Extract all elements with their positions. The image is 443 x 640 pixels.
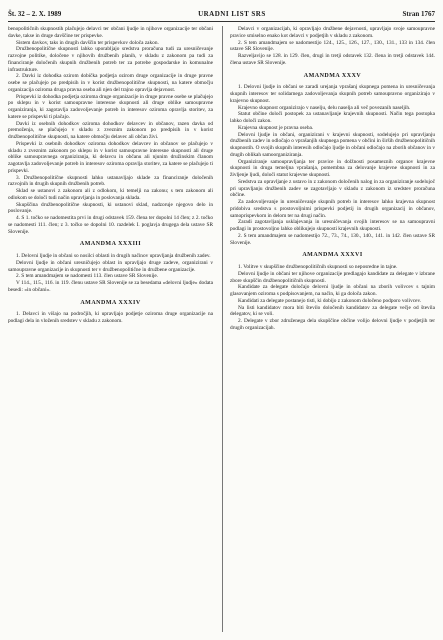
- paragraph: 2. S tem amandmajem se nadomestijo 72., 73., 74., 130., 140., 141. in 142. člen ustave SR Slovenije.: [230, 232, 435, 246]
- amendment-heading: AMANDMA XXXV: [303, 72, 362, 79]
- paragraph: 1. Delovni ljudje in občani so nosilci oblasti in drugih načinov upravljanja družbenih zadev.: [16, 253, 211, 259]
- paragraph: Krajevna skupnost je pravna oseba.: [238, 124, 314, 131]
- paragraph: 1. Delovni ljudje in občani se zaradi urejanja vprašanj skupnega pomena in uresničevanja skupnih interesov ter solidarnega zadovoljevanja skupnih potreb samoupravno organizirajo v krajevno skupnost.: [230, 84, 435, 104]
- right-column: [230, 26, 435, 634]
- paragraph: Kandidate za delegate določajo delovni ljudje in občani na zborih volivcev s tajnim glasovanjem oziroma s podpisovanjem, na način, ki ga določa zakon.: [230, 284, 435, 297]
- page-header: [8, 8, 435, 20]
- column-divider: [222, 26, 223, 632]
- amendment-heading: AMANDMA XXXIV: [80, 299, 141, 306]
- header-rule: [8, 21, 435, 22]
- paragraph: Organiziranje samoupravljanja ter pravice in dolžnosti posameznih organov krajevne skupnosti in druga temeljna vprašanja, pomembna za delovanje krajevne skupnosti in za življenje ljudi, določi statut krajevne skupnosti.: [230, 158, 435, 178]
- paragraph: Sistem davkov, taks in drugih davščin ter prispevkov določa zakon.: [16, 39, 159, 46]
- paragraph: Prispevki iz osebnih dohodkov oziroma dohodkov delavcev in občanov se plačujejo v skladu z zveznim zakonom po sklepu in v korist samoupravne interesne skupnosti ali druge oblike samoupravnega organiziranja, ki delavcu in občanu ali njunim družinskim članom zagotavlja zadovoljevanje potreb in interesov oziroma opravlja storitev, za katere se plačujejo ti prispevki.: [8, 140, 213, 174]
- left-column: [8, 26, 213, 634]
- paragraph: Delavci v organizacijah, ki opravljajo družbene dejavnosti, upravljajo svoje samoupravne pravice smiselno enako kot delavci v podjetjih v skladu z zakonom.: [230, 26, 435, 39]
- paragraph: V 114., 115., 116. in 119. členu ustave SR Slovenije se za besedama »delovni ljudje« dodata besedi: »in občani«.: [8, 280, 213, 293]
- paragraph: Na listi kandidatov mora biti število določenih kandidatov za delegate večje od števila delegatov, ki se voli.: [230, 304, 435, 318]
- paragraph: Delovni ljudje in občani, organizirani v krajevni skupnosti, sodelujejo pri upravljanju družbenih zadev in odločajo o vprašanjih skupnega pomena v občini in širših družbenopolitičnih skupnostih. O svojih skupnih interesih odločajo ljudje in občani odločajo na zborih občanov in v drugih oblikah samoorganiziranja.: [230, 131, 435, 158]
- paragraph: Krajevno skupnost organizirajo v naselju, delu naselja ali več povezanih naseljih.: [238, 104, 411, 111]
- amendment-heading: AMANDMA XXXVI: [302, 252, 363, 259]
- page-number: Stran 1767: [402, 10, 435, 18]
- paragraph: Sklad se ustanovi z zakonom ali z odlokom, ki temelji na zakonu; s tem zakonom ali odlokom se določi tudi način upravljanja in poslovanja sklada.: [8, 188, 213, 201]
- paragraph: Razveljavijo se 128. in 129. člen, drugi in tretji odstavek 132. člena in tretji odstavek 144. člena ustave SR Slovenije.: [230, 53, 435, 66]
- paragraph: 2. S tem amandmajem se nadomesti 113. člen ustave SR Slovenije.: [16, 273, 159, 280]
- paragraph: Delovni ljudje in občani ter njihove organizacije predlagajo kandidate za delegate v izbrane zbore skupščin družbenopolitičnih skupnosti.: [230, 270, 435, 284]
- paragraph: Sredstva za opravljanje z ustavo in z zakonom določenih nalog in za organiziranje sodelujoč pri upravljanju družbenih zadev se zagotavljajo v skladu z zakonom iz sredstev proračuna občine.: [230, 178, 435, 199]
- issue-number: Št. 32 – 2. X. 1989: [8, 10, 62, 18]
- paragraph: Kandidati za delegate postanejo tisti, ki dobijo z zakonom določeno podporo volivcev.: [238, 297, 422, 304]
- paragraph: 4. S 1. točko se nadomestita prvi in drugi odstavek 159. člena ter dopolni 14 člen; z 2. točko se nadomesti 111. člen; z 3. točko se dopolni 10. razdelek I. poglavja drugega dela ustave SR Slovenije.: [8, 215, 213, 235]
- paragraph: Davki iz osebnih dohodkov oziroma dohodkov delavcev in občanov, razen davka od premoženja, se plačujejo v skladu z zveznim zakonom po predpisih in v korist družbenopolitične skupnosti, na katere območju delavec ali občan živi.: [8, 120, 213, 140]
- paragraph: 2. S tem amandmajem se nadomestijo 124., 125., 126., 127., 130., 131., 133 in 134. člen ustave SR Slovenije.: [230, 39, 435, 53]
- paragraph: 2. Delegate v zbor združenega dela skupščine občine volijo delovni ljudje v podjetjih ter drugih organizacijah.: [230, 318, 435, 331]
- paragraph: Zaradi zagotavljanja usklajevanja in uresničevanja svojih interesov se na samoupravni podlagi in prostovoljno lahko oblikujejo skupnosti krajevnih skupnosti.: [230, 219, 435, 232]
- paragraph: benopolitičnih skupnostih plačujejo delavci ter občani ljudje in njihove organizacije ter občani davke, takse in druge davščine ter prispevke.: [8, 26, 213, 39]
- paragraph: 3. Družbenopolitične skupnosti lahko ustanavljajo sklade za financiranje določenih razvojnih in drugih skupnih družbenih potreb.: [8, 174, 213, 188]
- paragraph: Za zadovoljevanje in uresničevanje skupnih potreb in interesov lahko krajevna skupnost pridobiva sredstva s prostovoljnimi prispevki podjetij in drugih organizacij in občanov, samoprispevkom in delom ter na drugi način.: [230, 199, 435, 219]
- publication-title: URADNI LIST SRS: [198, 10, 266, 18]
- paragraph: Skupščina družbenopolitične skupnosti, ki ustanovi sklad, nadzoruje njegovo delo in poslovanje.: [8, 201, 213, 215]
- amendment-heading: AMANDMA XXXIII: [79, 241, 142, 248]
- paragraph: Delovni ljudje in občani uresničujejo oblast in upravljajo druge zadeve, organizirani v samoupravne organizacije in skupnosti ter v družbenopolitične in družbene organizacije.: [8, 259, 213, 273]
- paragraph: Družbenopolitične skupnosti lahko uporabljajo sredstva proračuna tudi za uresničevanje razvojne politike, določene v njihovih družbenih planih, v skladu z zakonom pa tudi za financiranje določenih skupnih družbenih potreb ter za potrebe gospodarske in komunalne infrastrukture.: [8, 46, 213, 73]
- paragraph: Statut občine določi postopek za ustanavljanje krajevnih skupnosti. Način tega postopka lahko določi zakon.: [230, 111, 435, 124]
- paragraph: 1. Volitve v skupščine družbenopolitičnih skupnosti so neposredne in tajne.: [238, 264, 398, 270]
- paragraph: 2. Davki iz dohodka ozirom dobička podjetja ozirom druge organizacije in druge pravne osebe se plačujejo po predpisih in v korist družbenopolitične skupnosti, na katere območju organizacija oziroma druga pravna oseba ali njen del trajno opravlja dejavnost.: [8, 73, 213, 93]
- paragraph: 1. Delavci in višajo na področjih, ki upravljajo podjetje oziroma druge organizacije na podlagi dela in vloženih sredstev v skladu z zakonom.: [8, 311, 213, 324]
- paragraph: Prispevki iz dohodka podjetja oziroma druge organizacije in druge pravne osebe se plačujejo po sklepu in v korist samoupravne interesne skupnosti ali druge oblike samoupravne organiziranja, ki zagotavlja zadovoljevanje potreb in interesov oziroma opravlja storitev, za katere se prispevki ti plačajo.: [8, 93, 213, 120]
